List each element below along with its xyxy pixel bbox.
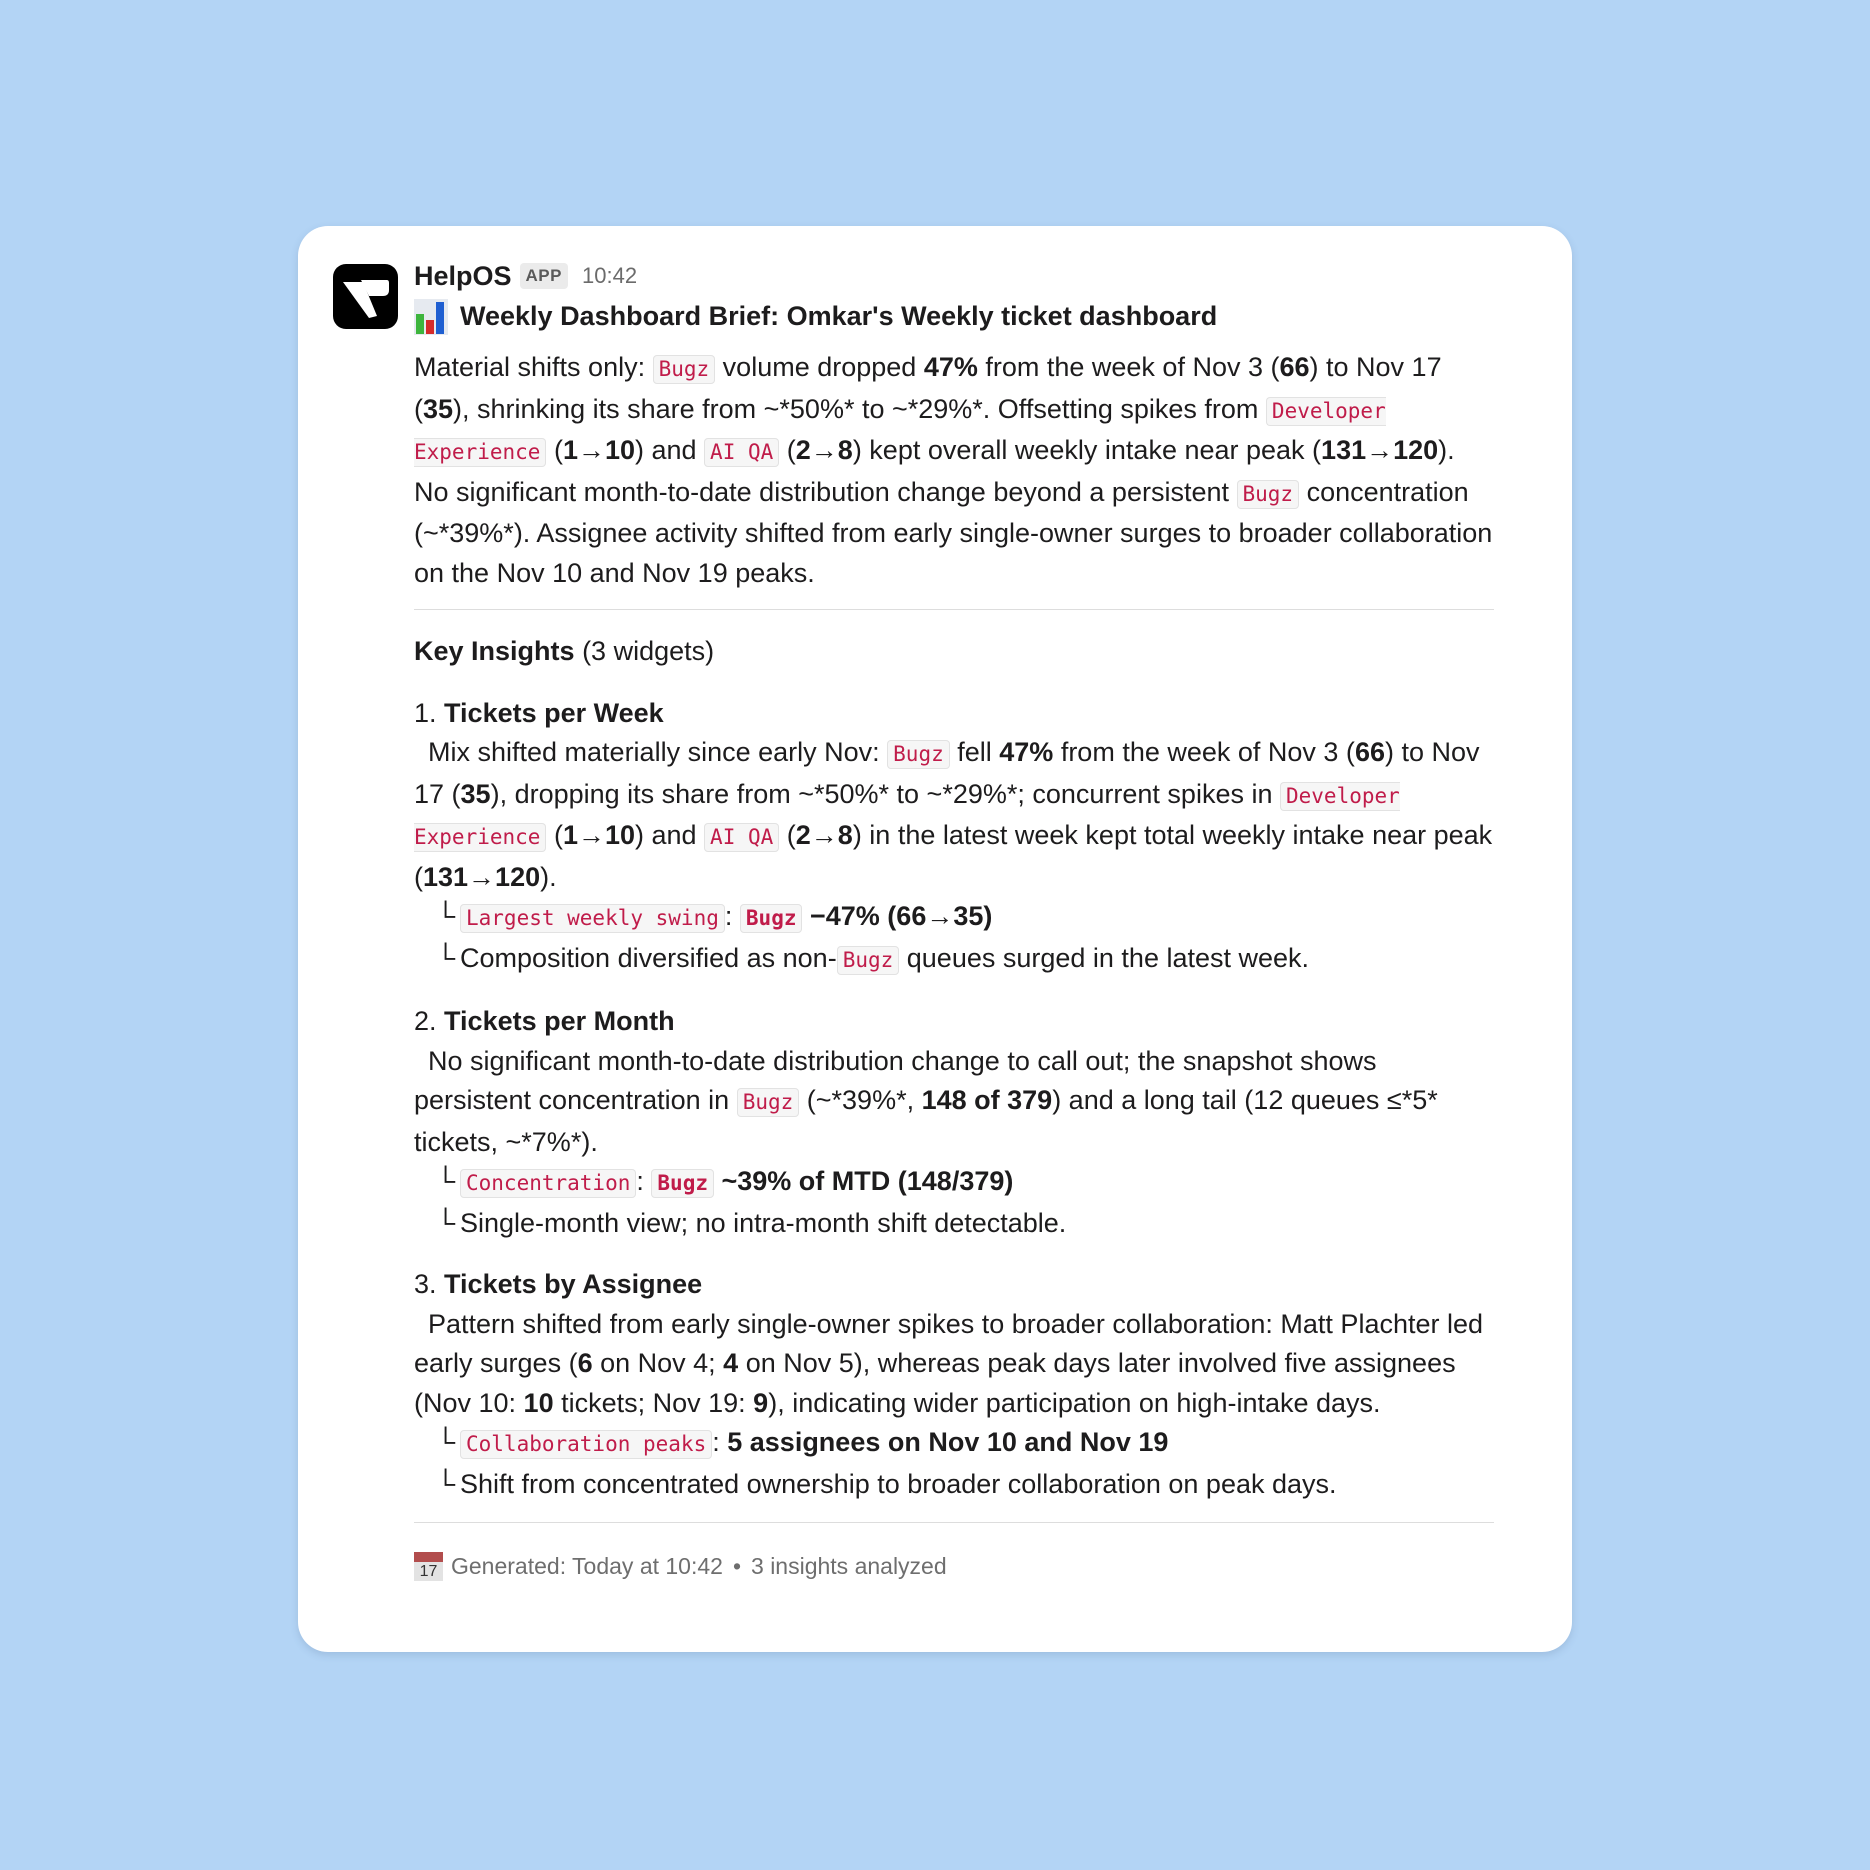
insight-heading — [414, 694, 1494, 734]
insight-bold: 148 of 379 — [921, 1085, 1053, 1115]
summary-bold: 66 — [1279, 352, 1310, 382]
insight-text: ) to Nov 17 ( — [414, 737, 1480, 809]
separator: : — [712, 1427, 720, 1457]
insight-text: ), dropping its share from ~*50%* to ~*29%*; concurrent spikes in — [490, 778, 1280, 809]
insight-text: on Nov 5), whereas peak days later involved five assignees (Nov 10: — [414, 1348, 1456, 1418]
insight-tickets-by-assignee — [414, 1265, 1494, 1504]
insight-tickets-per-month — [414, 1002, 1494, 1243]
separator: : — [724, 901, 733, 931]
queue-tag-bugz: Bugz — [737, 1088, 800, 1117]
insight-text: from the week of Nov 3 ( — [1053, 737, 1355, 767]
tree-corner-icon: └ — [436, 1166, 456, 1196]
sender-name[interactable]: HelpOS — [414, 261, 512, 291]
insight-subpoint — [414, 1162, 1494, 1204]
queue-tag-bugz: Bugz — [651, 1169, 714, 1198]
queue-tag-ai-qa: AI QA — [704, 823, 779, 852]
message-footer — [414, 1547, 1494, 1587]
insight-bold: 6 — [577, 1348, 593, 1378]
summary-text: ), shrinking its share from ~*50%* to ~*29%*. Offsetting spikes from — [453, 393, 1266, 424]
insight-text: Composition diversified as non- — [460, 942, 837, 973]
insight-text: ), indicating wider participation on high-intake days. — [768, 1387, 1381, 1418]
summary-text: Material shifts only: — [414, 352, 653, 382]
divider — [414, 609, 1494, 610]
insight-bold: 131→120 — [423, 861, 541, 892]
metric-tag: Concentration — [460, 1169, 636, 1198]
calendar-icon — [414, 1552, 443, 1581]
summary-text: ) and — [635, 435, 705, 465]
insight-heading — [414, 1002, 1494, 1042]
insight-heading — [414, 1265, 1494, 1305]
insight-text: on Nov 4; — [592, 1348, 724, 1378]
insight-body — [414, 1305, 1494, 1424]
key-insights-heading — [414, 632, 1494, 672]
queue-tag-bugz: Bugz — [887, 740, 950, 769]
queue-tag-developer-experience: Developer Experience — [414, 397, 1386, 468]
insight-subpoint — [414, 939, 1494, 981]
metric-tag: Largest weekly swing — [460, 904, 725, 933]
insight-text: queues surged in the latest week. — [899, 942, 1310, 973]
insight-body — [414, 1042, 1494, 1163]
insight-text: ( — [546, 820, 563, 850]
insight-text: No significant month-to-date distribution change to call out; the snapshot shows persistent concentration in — [414, 1045, 1377, 1115]
insight-bold: 47% — [999, 737, 1054, 767]
tree-corner-icon: └ — [436, 942, 456, 973]
insights-analyzed-count: 3 insights analyzed — [751, 1553, 947, 1579]
app-badge: APP — [520, 263, 568, 289]
summary-text: ) to Nov 17 ( — [414, 352, 1442, 424]
insight-tickets-per-week — [414, 694, 1494, 981]
separator: : — [636, 1166, 644, 1196]
insight-subpoint — [414, 1204, 1494, 1244]
summary-paragraph — [414, 348, 1494, 593]
message-title — [414, 296, 1494, 338]
insight-subpoint — [414, 897, 1494, 939]
summary-text: concentration (~*39%*). Assignee activity shifted from early single-owner surges to broader collaboration on the Nov 10 and Nov 19 peaks. — [414, 476, 1493, 588]
insight-text: fell — [949, 737, 1000, 767]
calendar-day: 17 — [419, 1563, 438, 1581]
key-insights-label: Key Insights — [414, 636, 575, 666]
insight-text: ) in the latest week kept total weekly intake near peak ( — [414, 820, 1493, 892]
insight-number: 1. — [414, 697, 437, 728]
insight-bold: 35 — [460, 778, 491, 809]
metric-value: ~39% of MTD (148/379) — [721, 1166, 1014, 1196]
message-card — [298, 226, 1572, 1652]
message-content — [414, 258, 1494, 1587]
insight-text: ). — [540, 861, 557, 892]
summary-bold: 2→8 — [795, 435, 853, 465]
summary-text: ( — [779, 435, 796, 465]
insight-title: Tickets per Month — [444, 1006, 675, 1036]
insight-text: Single-month view; no intra-month shift detectable. — [460, 1207, 1067, 1238]
insight-text: Mix shifted materially since early Nov: — [428, 737, 888, 767]
insight-text: ) and a long tail (12 queues ≤*5* tickets, ~*7%*). — [414, 1085, 1438, 1157]
insight-text: ) and — [635, 820, 705, 850]
bullet-separator: • — [732, 1553, 742, 1579]
tree-corner-icon: └ — [436, 1207, 456, 1238]
tree-corner-icon: └ — [436, 1468, 456, 1499]
insight-bold: 66 — [1354, 737, 1385, 767]
summary-text: from the week of Nov 3 ( — [977, 352, 1280, 382]
insight-subpoint — [414, 1423, 1494, 1465]
queue-tag-bugz: Bugz — [740, 904, 803, 933]
divider — [414, 1522, 1494, 1523]
generated-timestamp: Generated: Today at 10:42 — [451, 1553, 723, 1579]
insight-bold: 10 — [523, 1387, 554, 1418]
tree-corner-icon: └ — [436, 1427, 456, 1457]
summary-bold: 1→10 — [562, 435, 635, 465]
queue-tag-developer-experience: Developer Experience — [414, 782, 1400, 853]
helpos-logo-icon[interactable] — [333, 264, 398, 329]
insight-text: Shift from concentrated ownership to broader collaboration on peak days. — [460, 1468, 1337, 1499]
queue-tag-bugz: Bugz — [653, 355, 716, 384]
insight-text: (~*39%*, — [799, 1085, 922, 1115]
widget-count: (3 widgets) — [582, 636, 715, 666]
summary-text: ) kept overall weekly intake near peak ( — [852, 435, 1322, 465]
metric-tag: Collaboration peaks — [460, 1430, 712, 1459]
summary-bold: 35 — [423, 393, 454, 424]
insight-text: tickets; Nov 19: — [553, 1387, 754, 1418]
metric-value: −47% (66→35) — [810, 901, 993, 931]
metric-value: 5 assignees on Nov 10 and Nov 19 — [727, 1427, 1169, 1457]
insight-bold: 9 — [753, 1387, 769, 1418]
bar-chart-emoji-icon — [414, 299, 448, 335]
queue-tag-ai-qa: AI QA — [704, 438, 779, 467]
insight-text: ( — [779, 820, 796, 850]
message-header — [414, 258, 1494, 294]
summary-bold: 131→120 — [1321, 435, 1439, 465]
insight-title: Tickets by Assignee — [444, 1269, 703, 1299]
message-timestamp[interactable]: 10:42 — [582, 263, 638, 288]
insight-bold: 2→8 — [795, 820, 853, 850]
insight-number: 2. — [414, 1006, 437, 1036]
insight-text: Pattern shifted from early single-owner spikes to broader collaboration: Matt Plachter led early surges ( — [414, 1308, 1484, 1378]
insight-body — [414, 733, 1494, 897]
brief-title: Weekly Dashboard Brief: Omkar's Weekly ticket dashboard — [460, 301, 1218, 332]
queue-tag-bugz: Bugz — [1237, 480, 1300, 509]
summary-text: volume dropped — [715, 352, 924, 382]
insight-title: Tickets per Week — [444, 697, 664, 728]
insight-bold: 4 — [723, 1348, 739, 1378]
tree-corner-icon: └ — [436, 901, 456, 931]
summary-text: ( — [546, 435, 563, 465]
insight-number: 3. — [414, 1269, 437, 1299]
summary-bold: 47% — [923, 352, 978, 382]
summary-text: ). No significant month-to-date distribution change beyond a persistent — [414, 435, 1455, 507]
insight-bold: 1→10 — [562, 820, 635, 850]
queue-tag-bugz: Bugz — [837, 946, 900, 975]
insight-subpoint — [414, 1465, 1494, 1505]
